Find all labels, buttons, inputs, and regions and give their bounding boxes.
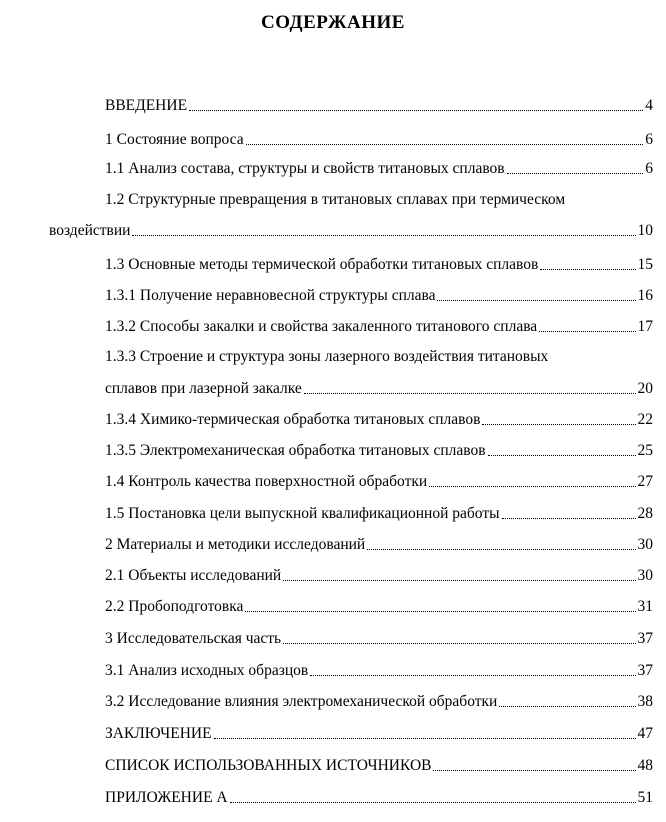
toc-entry[interactable] xyxy=(105,94,653,116)
toc-entry-page: 6 xyxy=(645,131,653,148)
toc-entry-page: 38 xyxy=(637,693,653,710)
toc-entry[interactable] xyxy=(105,315,653,337)
toc-entry-page: 25 xyxy=(637,442,653,459)
toc-entry-label: 3.2 Исследование влияния электромеханической обработки xyxy=(105,693,498,710)
toc-entry-label: ЗАКЛЮЧЕНИЕ xyxy=(105,725,212,742)
dot-leader xyxy=(433,770,635,771)
dot-leader xyxy=(499,706,635,707)
toc-entry-label: 2.1 Объекты исследований xyxy=(105,567,282,584)
toc-entry-page: 16 xyxy=(637,287,653,304)
toc-entry[interactable] xyxy=(105,722,653,744)
toc-entry-page: 17 xyxy=(637,318,653,335)
toc-entry-page: 51 xyxy=(637,789,653,806)
toc-entry-page: 37 xyxy=(637,662,653,679)
toc-entry-page: 27 xyxy=(637,473,653,490)
toc-entry-page: 30 xyxy=(637,536,653,553)
toc-entry[interactable] xyxy=(105,659,653,681)
toc-entry-label: 2.2 Пробоподготовка xyxy=(105,598,244,615)
toc-entry-label: 3 Исследовательская часть xyxy=(105,630,282,647)
toc-entry-label: воздействии xyxy=(49,222,131,239)
toc-entry[interactable] xyxy=(105,754,653,776)
toc-entry[interactable] xyxy=(105,284,653,306)
dot-leader xyxy=(367,549,635,550)
toc-entry-label-line1[interactable]: 1.2 Структурные превращения в титановых сплавах при термическом xyxy=(105,191,566,208)
toc-entry[interactable] xyxy=(105,157,653,179)
dot-leader xyxy=(283,643,635,644)
toc-entry-label-line1[interactable]: 1.3.3 Строение и структура зоны лазерного воздействия титановых xyxy=(105,348,549,365)
dot-leader xyxy=(230,802,636,803)
toc-entry[interactable] xyxy=(105,128,653,150)
dot-leader xyxy=(189,110,643,111)
toc-entry-label: 1.3.5 Электромеханическая обработка титановых сплавов xyxy=(105,442,486,459)
dot-leader xyxy=(429,486,635,487)
toc-entry[interactable] xyxy=(105,377,653,399)
toc-entry-label: 1.3 Основные методы термической обработки титановых сплавов xyxy=(105,256,539,273)
toc-entry-page: 28 xyxy=(637,505,653,522)
toc-entry[interactable] xyxy=(49,219,653,241)
toc-entry-page: 6 xyxy=(645,160,653,177)
toc-entry[interactable] xyxy=(105,502,653,524)
toc-entry[interactable] xyxy=(105,564,653,586)
toc-entry-page: 4 xyxy=(645,97,653,114)
toc-entry-page: 47 xyxy=(637,725,653,742)
dot-leader xyxy=(310,675,635,676)
toc-entry[interactable] xyxy=(105,253,653,275)
toc-entry[interactable] xyxy=(105,533,653,555)
toc-entry-label: 1.3.4 Химико-термическая обработка титановых сплавов xyxy=(105,411,481,428)
dot-leader xyxy=(539,331,635,332)
dot-leader xyxy=(245,611,635,612)
dot-leader xyxy=(540,269,635,270)
toc-entry-label: сплавов при лазерной закалке xyxy=(105,380,302,397)
toc-entry[interactable] xyxy=(105,408,653,430)
toc-entry-label: 1.5 Постановка цели выпускной квалификационной работы xyxy=(105,505,500,522)
toc-entry-page: 48 xyxy=(637,757,653,774)
toc-entry-label: ВВЕДЕНИЕ xyxy=(105,97,188,114)
dot-leader xyxy=(214,738,636,739)
toc-entry-page: 22 xyxy=(637,411,653,428)
toc-entry[interactable] xyxy=(105,439,653,461)
toc-entry[interactable] xyxy=(105,627,653,649)
dot-leader xyxy=(283,580,635,581)
toc-entry[interactable] xyxy=(105,595,653,617)
toc-entry-page: 37 xyxy=(637,630,653,647)
dot-leader xyxy=(482,424,635,425)
toc-entry-label: 1.3.2 Способы закалки и свойства закаленного титанового сплава xyxy=(105,318,538,335)
toc-entry[interactable] xyxy=(105,786,653,808)
toc-entry-page: 31 xyxy=(637,598,653,615)
dot-leader xyxy=(507,173,644,174)
toc-entry[interactable] xyxy=(105,690,653,712)
toc-entry-label: 1.4 Контроль качества поверхностной обработки xyxy=(105,473,428,490)
dot-leader xyxy=(132,235,635,236)
toc-entry-page: 10 xyxy=(637,222,653,239)
toc-entry-label: 2 Материалы и методики исследований xyxy=(105,536,366,553)
toc-entry-page: 20 xyxy=(637,380,653,397)
dot-leader xyxy=(304,393,636,394)
toc-entry-label: 1.3.1 Получение неравновесной структуры сплава xyxy=(105,287,436,304)
toc-entry-page: 30 xyxy=(637,567,653,584)
toc-entry-label: ПРИЛОЖЕНИЕ А xyxy=(105,789,228,806)
toc-entry-label: 1 Состояние вопроса xyxy=(105,131,244,148)
toc-title: СОДЕРЖАНИЕ xyxy=(261,12,405,33)
dot-leader xyxy=(246,144,644,145)
dot-leader xyxy=(488,455,636,456)
toc-entry-page: 15 xyxy=(637,256,653,273)
dot-leader xyxy=(502,518,636,519)
toc-entry-label: 3.1 Анализ исходных образцов xyxy=(105,662,309,679)
toc-entry-label: 1.1 Анализ состава, структуры и свойств титановых сплавов xyxy=(105,160,505,177)
dot-leader xyxy=(437,300,635,301)
toc-entry-label: СПИСОК ИСПОЛЬЗОВАННЫХ ИСТОЧНИКОВ xyxy=(105,757,432,774)
toc-entry[interactable] xyxy=(105,470,653,492)
